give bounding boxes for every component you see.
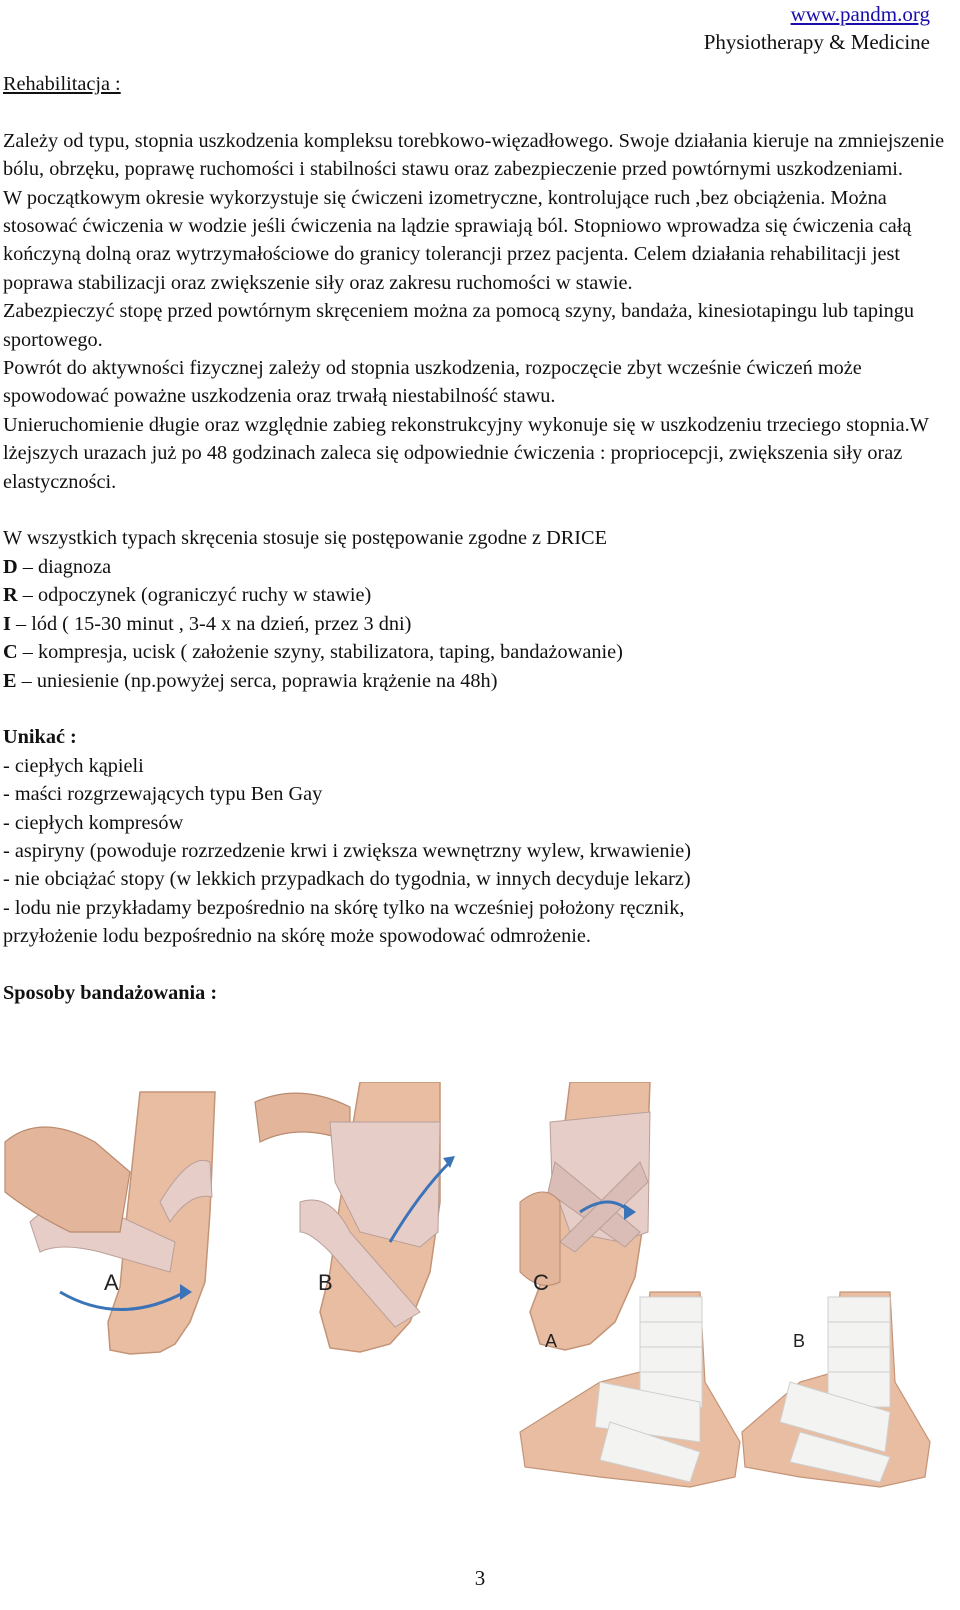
drice-letter: I <box>3 612 11 635</box>
paragraph: Zależy od typu, stopnia uszkodzenia kompleksu torebkowo-więzadłowego. Swoje działania kieruje na zmniejszenie bólu, obrzęku, poprawę ruchomości i stabilności stawu oraz zabezpieczenie przed powtórnymi uszkodzeniami. <box>3 129 945 181</box>
drice-letter: E <box>3 669 17 692</box>
drice-item <box>3 667 948 695</box>
foot-wrap-step-b <box>255 1082 455 1352</box>
drice-item <box>3 610 948 638</box>
drice-letter: D <box>3 555 18 578</box>
drice-text: – diagnoza <box>17 555 112 578</box>
bandaging-illustration <box>0 1082 960 1552</box>
page-number: 3 <box>474 1566 486 1590</box>
site-name: Physiotherapy & Medicine <box>703 30 930 54</box>
taping-label-a: A <box>545 1331 558 1351</box>
foot-wrap-step-a <box>5 1092 215 1354</box>
paragraph: Unieruchomienie długie oraz względnie zabieg rekonstrukcyjny wykonuje się w uszkodzeniu trzeciego stopnia.W lżejszych urazach już po 48 godzinach zaleca się odpowiednie ćwiczenia : propriocepcji, zwiększenia siły oraz elastyczności. <box>3 413 929 493</box>
page-header <box>704 0 930 56</box>
figure-label-a: A <box>104 1270 119 1295</box>
avoid-item: - lodu nie przykładamy bezpośrednio na skórę tylko na wcześniej położony ręcznik, <box>3 896 685 919</box>
drice-letter: R <box>3 584 18 607</box>
avoid-item: - maści rozgrzewających typu Ben Gay <box>3 783 323 806</box>
taping-label-b: B <box>793 1331 806 1351</box>
drice-text: – kompresja, ucisk ( założenie szyny, stabilizatora, taping, bandażowanie) <box>17 641 623 664</box>
site-url-link[interactable]: www.pandm.org <box>790 2 930 26</box>
paragraph: W początkowym okresie wykorzystuje się ćwiczeni izometryczne, kontrolujące ruch ,bez obciążenia. Można stosować ćwiczenia w wodzie jeśli ćwiczenia na lądzie sprawiają ból. Stopniowo wprowadza się ćwiczenia całą kończyną dolną oraz wytrzymałościowe do granicy tolerancji przez pacjenta. Celem działania rehabilitacji jest poprawa stabilizacji oraz zwiększenie siły oraz zakresu ruchomości w stawie. <box>3 186 912 294</box>
avoid-item: - nie obciążać stopy (w lekkich przypadkach do tygodnia, w innych decyduje lekarz) <box>3 868 691 891</box>
drice-letter: C <box>3 641 18 664</box>
drice-intro: W wszystkich typach skręcenia stosuje się postępowanie zgodne z DRICE <box>3 527 607 550</box>
drice-item <box>3 553 948 581</box>
figure-label-c: C <box>533 1270 549 1295</box>
section-title: Rehabilitacja : <box>3 73 121 95</box>
document-body <box>3 70 948 1007</box>
figure-label-b: B <box>318 1270 333 1295</box>
avoid-item: - ciepłych kąpieli <box>3 754 144 777</box>
drice-item <box>3 638 948 666</box>
drice-text: – uniesienie (np.powyżej serca, poprawia krążenie na 48h) <box>16 669 498 692</box>
drice-text: – lód ( 15-30 minut , 3-4 x na dzień, przez 3 dni) <box>10 612 412 635</box>
paragraph: Powrót do aktywności fizycznej zależy od stopnia uszkodzenia, rozpoczęcie zbyt wcześnie ćwiczeń może spowodować poważne uszkodzenia oraz trwałą niestabilność stawu. <box>3 357 862 408</box>
drice-text: – odpoczynek (ograniczyć ruchy w stawie) <box>17 584 372 607</box>
foot-wrap-step-c <box>520 1082 650 1350</box>
ankle-taping-b <box>742 1292 930 1487</box>
bandage-heading: Sposoby bandażowania : <box>3 981 218 1004</box>
avoid-item: - ciepłych kompresów <box>3 811 184 834</box>
avoid-item: - aspiryny (powoduje rozrzedzenie krwi i zwiększa wewnętrzny wylew, krwawienie) <box>3 839 691 862</box>
paragraph: Zabezpieczyć stopę przed powtórnym skręceniem można za pomocą szyny, bandaża, kinesiotapingu lub tapingu sportowego. <box>3 300 915 351</box>
avoid-heading: Unikać : <box>3 726 77 749</box>
drice-item <box>3 581 948 609</box>
avoid-continuation: przyłożenie lodu bezpośrednio na skórę może spowodować odmrożenie. <box>3 925 591 948</box>
